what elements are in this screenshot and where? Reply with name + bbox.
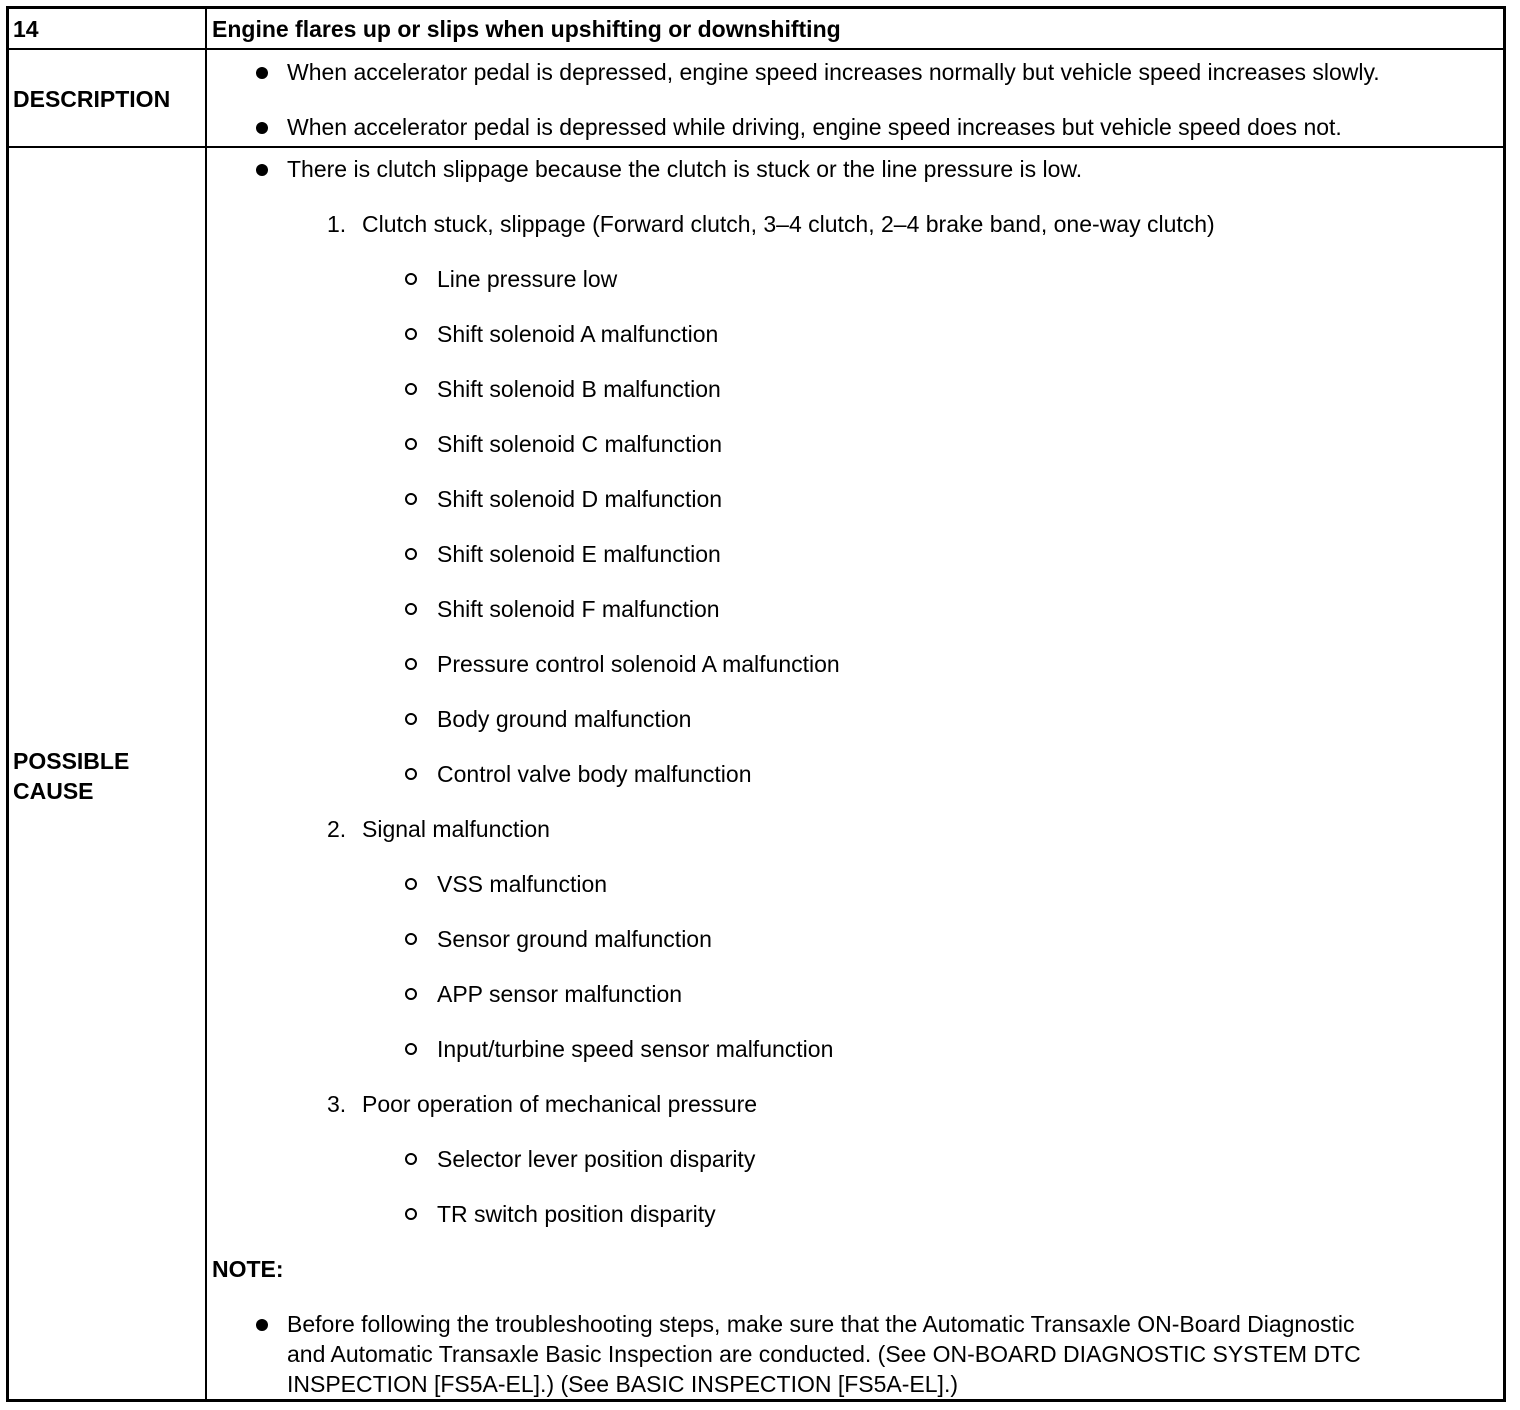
group-number: 2. xyxy=(327,816,347,842)
sub-bullet-icon xyxy=(405,328,417,340)
sub-bullet-icon xyxy=(405,1043,417,1055)
cause-item: Shift solenoid A malfunction xyxy=(437,321,719,347)
group-title: Poor operation of mechanical pressure xyxy=(362,1091,758,1117)
column-divider xyxy=(205,9,207,1399)
cause-item: Pressure control solenoid A malfunction xyxy=(437,651,840,677)
cause-item: Body ground malfunction xyxy=(437,706,692,732)
bullet-icon xyxy=(256,164,268,176)
sub-bullet-icon xyxy=(405,768,417,780)
cause-item: Input/turbine speed sensor malfunction xyxy=(437,1036,834,1062)
cause-item: Shift solenoid E malfunction xyxy=(437,541,721,567)
sub-bullet-icon xyxy=(405,493,417,505)
cause-item: Shift solenoid D malfunction xyxy=(437,486,723,512)
item-title: Engine flares up or slips when upshifting or downshifting xyxy=(212,16,841,42)
description-label: DESCRIPTION xyxy=(13,86,171,112)
item-number: 14 xyxy=(13,16,39,42)
sub-bullet-icon xyxy=(405,273,417,285)
cause-item: Shift solenoid C malfunction xyxy=(437,431,723,457)
cause-item: Selector lever position disparity xyxy=(437,1146,756,1172)
sub-bullet-icon xyxy=(405,438,417,450)
sub-bullet-icon xyxy=(405,548,417,560)
cause-item: Control valve body malfunction xyxy=(437,761,752,787)
sub-bullet-icon xyxy=(405,603,417,615)
note-line: Before following the troubleshooting steps, make sure that the Automatic Transaxle ON-Board Diagnostic xyxy=(287,1311,1355,1337)
troubleshooting-table xyxy=(6,6,1506,1402)
sub-bullet-icon xyxy=(405,713,417,725)
cause-item: Line pressure low xyxy=(437,266,618,292)
bullet-icon xyxy=(256,1319,268,1331)
row-divider-description xyxy=(9,146,1503,148)
cause-item: TR switch position disparity xyxy=(437,1201,716,1227)
group-title: Clutch stuck, slippage (Forward clutch, 3–4 clutch, 2–4 brake band, one-way clutch) xyxy=(362,211,1215,237)
cause-item: VSS malfunction xyxy=(437,871,608,897)
bullet-icon xyxy=(256,67,268,79)
description-bullet: When accelerator pedal is depressed while driving, engine speed increases but vehicle speed does not. xyxy=(287,114,1342,140)
note-line: INSPECTION [FS5A-EL].) (See BASIC INSPECTION [FS5A-EL].) xyxy=(287,1371,958,1397)
bullet-icon xyxy=(256,122,268,134)
sub-bullet-icon xyxy=(405,658,417,670)
sub-bullet-icon xyxy=(405,1208,417,1220)
row-divider-header xyxy=(9,48,1503,50)
possible-cause-label-line1: POSSIBLE xyxy=(13,748,130,774)
cause-item: Sensor ground malfunction xyxy=(437,926,712,952)
description-bullet: When accelerator pedal is depressed, engine speed increases normally but vehicle speed increases slowly. xyxy=(287,59,1380,85)
possible-cause-label-line2: CAUSE xyxy=(13,778,94,804)
group-number: 1. xyxy=(327,211,347,237)
sub-bullet-icon xyxy=(405,878,417,890)
sub-bullet-icon xyxy=(405,1153,417,1165)
note-label: NOTE: xyxy=(212,1256,284,1282)
cause-item: Shift solenoid B malfunction xyxy=(437,376,721,402)
cause-item: Shift solenoid F malfunction xyxy=(437,596,720,622)
sub-bullet-icon xyxy=(405,383,417,395)
group-title: Signal malfunction xyxy=(362,816,550,842)
cause-intro: There is clutch slippage because the clutch is stuck or the line pressure is low. xyxy=(287,156,1083,182)
cause-item: APP sensor malfunction xyxy=(437,981,683,1007)
sub-bullet-icon xyxy=(405,933,417,945)
note-line: and Automatic Transaxle Basic Inspection are conducted. (See ON-BOARD DIAGNOSTIC SYSTEM DTC xyxy=(287,1341,1361,1367)
sub-bullet-icon xyxy=(405,988,417,1000)
group-number: 3. xyxy=(327,1091,347,1117)
